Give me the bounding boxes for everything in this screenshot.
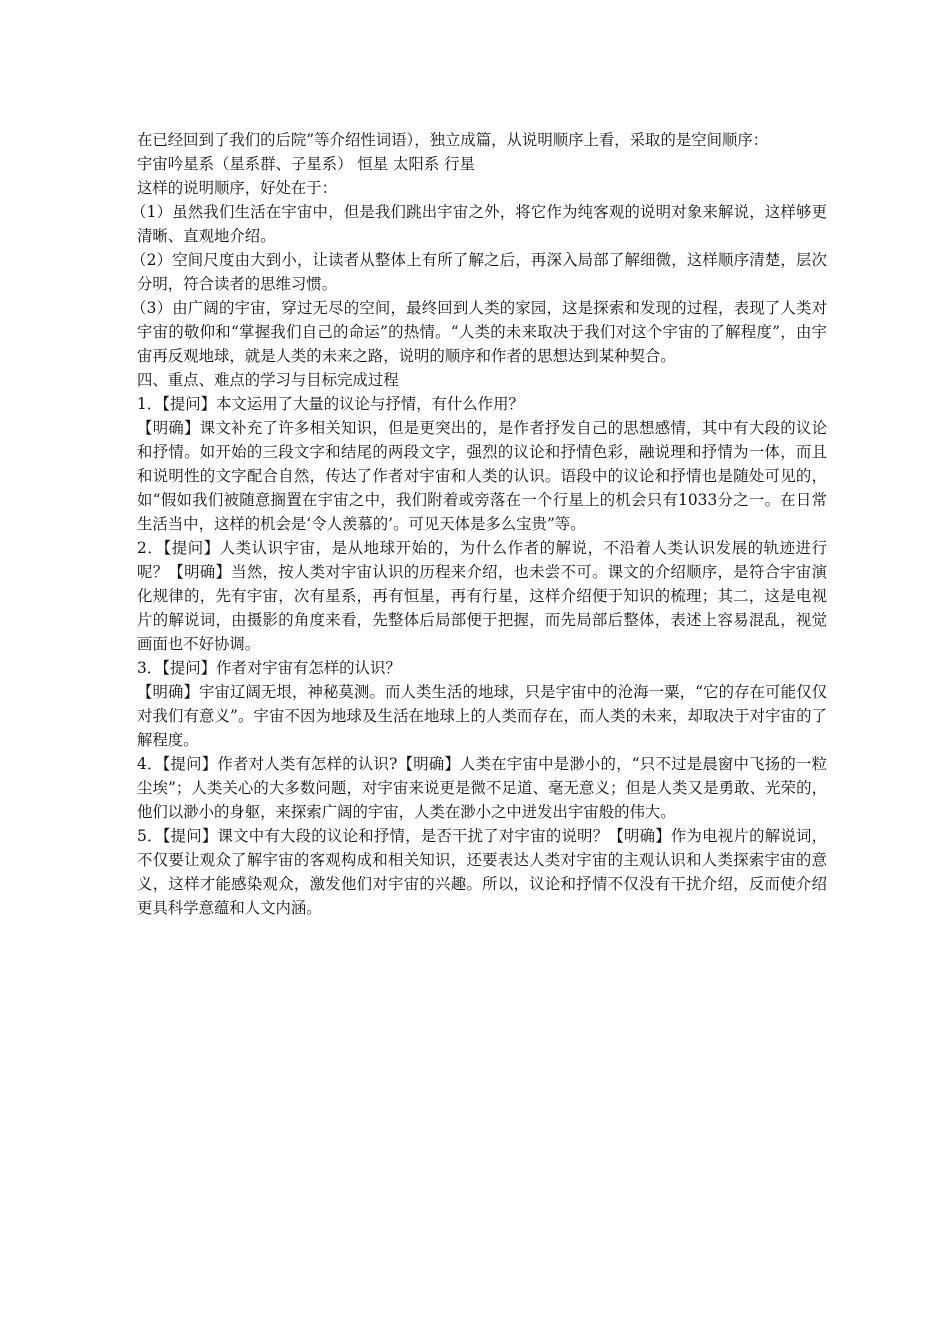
question-answer-2: 2．【提问】人类认识宇宙，是从地球开始的，为什么作者的解说，不沿着人类认识发展的轨迹进行呢？【明确】当然，按人类对宇宙认识的历程来介绍，也未尝不可。课文的介绍顺序，是符合宇宙演化规律的，先有宇宙，次有星系，再有恒星，再有行星，这样介绍便于知识的梳理；其二，这是电视片的解说词，由摄影的角度来看，先整体后局部便于把握，而先局部后整体，表述上容易混乱，视觉画面也不好协调。 <box>137 539 827 653</box>
answer-1: 【明确】课文补充了许多相关知识，但是更突出的，是作者抒发自己的思想感情，其中有大段的议论和抒情。如开始的三段文字和结尾的两段文字，强烈的议论和抒情色彩，融说理和抒情为一体，而且和说明性的文字配合自然，传达了作者对宇宙和人类的认识。语段中的议论和抒情也是随处可见的，如“假如我们被随意搁置在宇宙之中，我们附着或旁落在一个行星上的机会只有1033分之一。在日常生活当中，这样的机会是‘令人羡慕的’。可见天体是多么宝贵”等。 <box>137 419 827 533</box>
section-heading-4: 四、重点、难点的学习与目标完成过程 <box>137 371 399 389</box>
paragraph-order-sequence: 宇宙吟星系（星系群、子星系） 恒星 太阳系 行星 <box>137 155 475 173</box>
question-3: 3．【提问】作者对宇宙有怎样的认识？ <box>137 659 401 677</box>
answer-3: 【明确】宇宙辽阔无垠，神秘莫测。而人类生活的地球，只是宇宙中的沧海一粟，“它的存在可能仅仅对我们有意义”。宇宙不因为地球及生活在地球上的人类而存在，而人类的未来，却取决于对宇宙的了解程度。 <box>137 683 827 749</box>
paragraph-advantage-2: （2）空间尺度由大到小，让读者从整体上有所了解之后，再深入局部了解细微，这样顺序清楚，层次分明，符合读者的思维习惯。 <box>131 251 827 293</box>
document-body <box>131 128 827 920</box>
paragraph-advantages-heading: 这样的说明顺序，好处在于： <box>137 179 338 197</box>
question-1: 1．【提问】本文运用了大量的议论与抒情，有什么作用？ <box>137 395 524 413</box>
question-answer-4: 4．【提问】作者对人类有怎样的认识?【明确】人类在宇宙中是渺小的，“只不过是晨窗中飞扬的一粒尘埃”；人类关心的大多数问题，对宇宙来说更是微不足道、毫无意义；但是人类又是勇敢、光荣的，他们以渺小的身躯，来探索广阔的宇宙，人类在渺小之中迸发出宇宙般的伟大。 <box>137 755 827 821</box>
question-answer-5: 5．【提问】课文中有大段的议论和抒情，是否干扰了对宇宙的说明？【明确】作为电视片的解说词，不仅要让观众了解宇宙的客观构成和相关知识，还要表达人类对宇宙的主观认识和人类探索宇宙的意义，这样才能感染观众，激发他们对宇宙的兴趣。所以，议论和抒情不仅没有干扰介绍，反而使介绍更具科学意蕴和人文内涵。 <box>137 827 827 917</box>
paragraph-advantage-1: （1）虽然我们生活在宇宙中，但是我们跳出宇宙之外，将它作为纯客观的说明对象来解说，这样够更清晰、直观地介绍。 <box>131 203 827 245</box>
paragraph-advantage-3: （3）由广阔的宇宙，穿过无尽的空间，最终回到人类的家园，这是探索和发现的过程，表现了人类对宇宙的敬仰和“掌握我们自己的命运”的热情。“人类的未来取决于我们对这个宇宙的了解程度”，由宇宙再反观地球，就是人类的未来之路，说明的顺序和作者的思想达到某种契合。 <box>131 299 827 365</box>
paragraph-intro-continuation: 在已经回到了我们的后院”等介绍性词语），独立成篇，从说明顺序上看，采取的是空间顺序： <box>137 131 769 149</box>
